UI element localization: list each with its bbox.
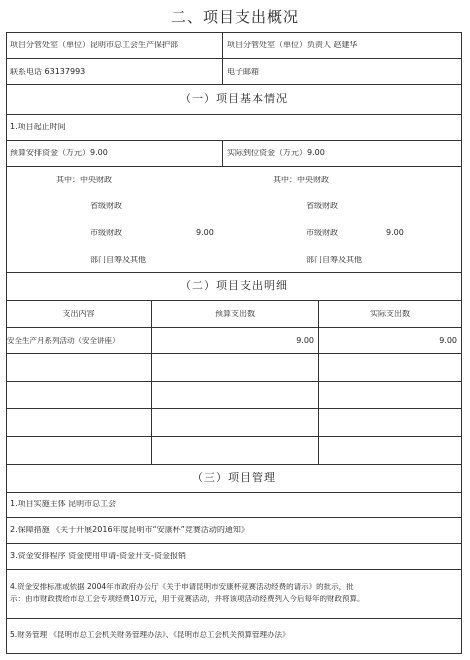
left-provincial-label: 省级财政 bbox=[90, 202, 122, 210]
right-central-label: 其中：中央财政 bbox=[273, 176, 329, 184]
phone-label: 联系电话 63137993 bbox=[10, 68, 86, 76]
section-management-heading: （三）项目管理 bbox=[192, 472, 276, 483]
detail-row-content: 安全生产月系列活动（安全讲座） bbox=[7, 337, 120, 345]
actual-label: 实际到位资金（万元）9.00 bbox=[227, 149, 325, 157]
start-time-label: 1.项目起止时间 bbox=[10, 123, 66, 131]
mgmt-item-standard-line2: 示：由市财政拨给市总工会专项经费10万元，用于竞赛活动，并将该项活动经费列入今后每年的财政预算。 bbox=[10, 595, 365, 603]
section-basic-heading: （一）项目基本情况 bbox=[180, 93, 288, 104]
detail-row-budget: 9.00 bbox=[296, 337, 314, 345]
email-label: 电子邮箱 bbox=[227, 68, 259, 76]
dept-label: 项目分管处室（单位）昆明市总工会生产保护部 bbox=[10, 41, 178, 49]
section-detail-heading: （二）项目支出明细 bbox=[180, 280, 288, 291]
project-expenditure-table bbox=[6, 32, 462, 654]
right-city-label: 市级财政 bbox=[306, 229, 338, 237]
mgmt-item-standard-line1: 4.资金安排标准或依据 2004年市政府办公厅《关于申请昆明市安康杯竞赛活动经费的请示》的批示，批 bbox=[10, 583, 354, 591]
lead-label: 项目分管处室（单位）负责人 赵建华 bbox=[227, 41, 358, 49]
detail-header-budget: 预算支出数 bbox=[215, 310, 255, 318]
left-central-label: 其中：中央财政 bbox=[56, 176, 112, 184]
page-title: 二、项目支出概况 bbox=[170, 8, 299, 26]
budget-label: 预算安排资金（万元）9.00 bbox=[10, 149, 108, 157]
detail-header-content: 支出内容 bbox=[62, 310, 95, 318]
mgmt-item-procedure: 3.资金安排程序 资金使用申请-资金开支-资金报销 bbox=[10, 552, 186, 560]
mgmt-item-subject: 1.项目实施主体 昆明市总工会 bbox=[10, 500, 117, 508]
detail-header-actual: 实际支出数 bbox=[370, 310, 410, 318]
mgmt-item-finance: 5.财务管理 《昆明市总工会机关财务管理办法》、《昆明市总工会机关预算管理办法》 bbox=[10, 631, 290, 639]
left-city-label: 市级财政 bbox=[90, 229, 122, 237]
right-city-value: 9.00 bbox=[386, 229, 404, 237]
mgmt-item-measures: 2.保障措施 《关于开展2016年度昆明市“安康杯”竞赛活动的通知》 bbox=[10, 526, 249, 534]
left-self-label: 部门自筹及其他 bbox=[90, 256, 146, 264]
left-city-value: 9.00 bbox=[196, 229, 214, 237]
right-self-label: 部门自筹及其他 bbox=[306, 256, 362, 264]
right-provincial-label: 省级财政 bbox=[306, 202, 338, 210]
detail-row-actual: 9.00 bbox=[439, 337, 457, 345]
